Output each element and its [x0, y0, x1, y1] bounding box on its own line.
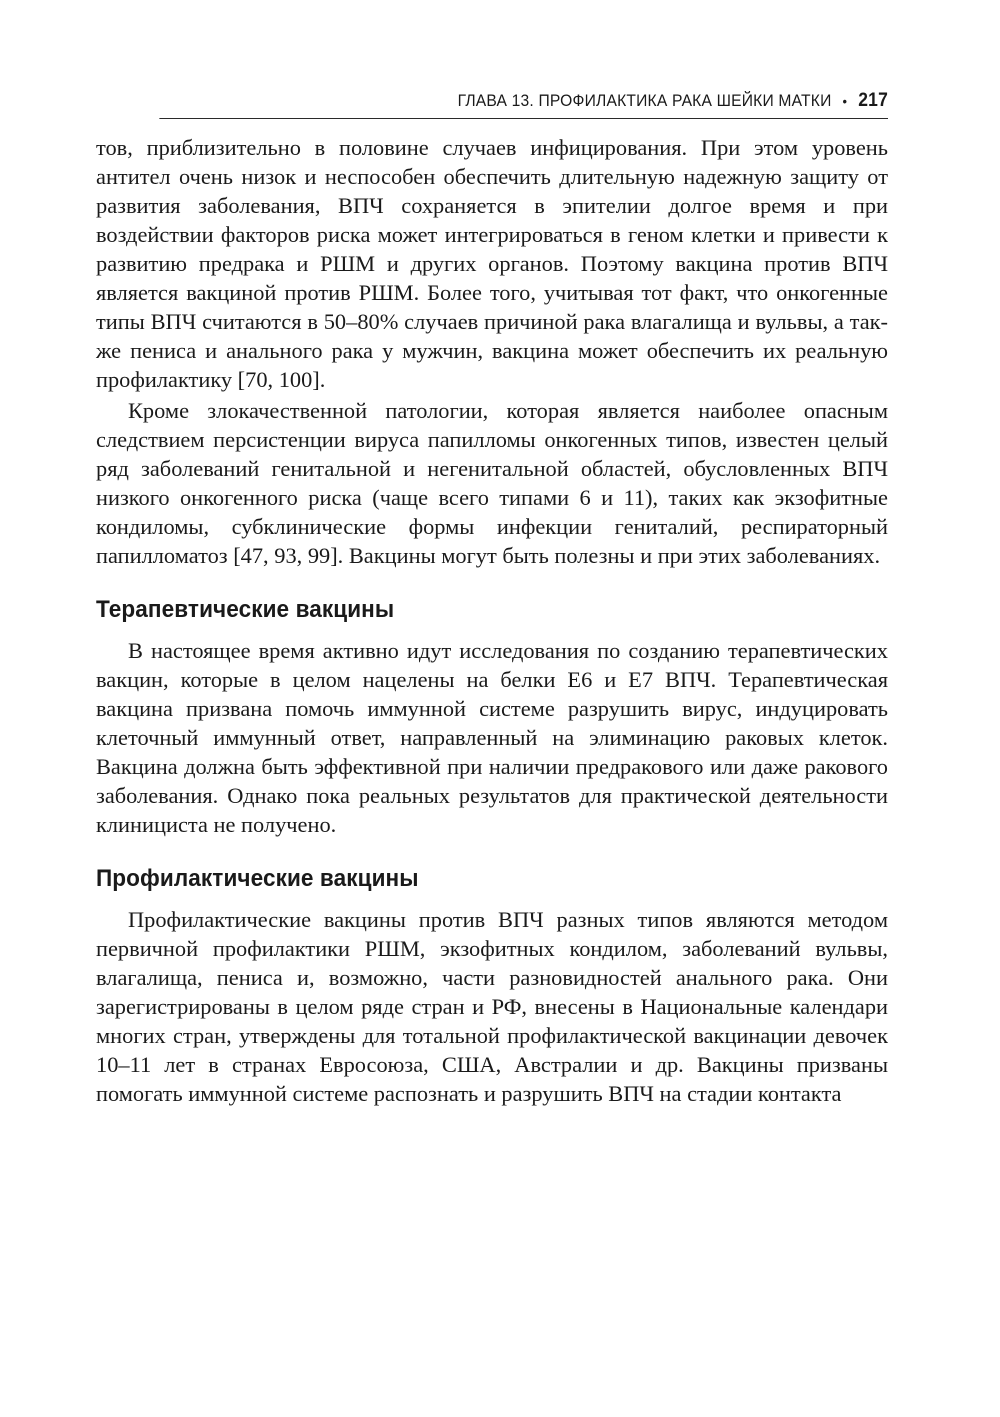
paragraph-malignant-pathology: Кроме злокачественной патологии, которая является наиболее опасным следствием персистенции вируса папилломы онкогенных типов, известен целый ряд заболеваний генитальной и негенитальной областей, обусловленных ВПЧ низкого онкогенного риска (чаще всего типами 6 и 11), таких как экзофитные кондиломы, субклинические формы инфекции гениталий, респираторный папилломатоз [47, 93, 99]. Вакцины могут быть полезны и при этих заболеваниях. [96, 398, 888, 568]
header-bullet: • [842, 93, 848, 109]
book-page [96, 90, 888, 1108]
chapter-title: ГЛАВА 13. ПРОФИЛАКТИКА РАКА ШЕЙКИ МАТКИ [457, 91, 832, 110]
paragraph-prophylactic-vaccines: Профилактические вакцины против ВПЧ разных типов являются методом первичной профилактики РШМ, экзофитных кондилом, заболеваний вульвы, влагалища, пениса и, возможно, части разновидностей анального рака. Они зарегистрированы в целом ряде стран и РФ, внесены в Национальные календари многих стран, утверждены для тотальной профилактической вакцинации девочек 10–11 лет в странах Евросоюза, США, Австралии и др. Вакцины призваны помогать иммунной системе распознать и разрушить ВПЧ на стадии контакта [96, 907, 888, 1106]
main-text [96, 133, 888, 1108]
page-number: 217 [858, 90, 888, 111]
heading-therapeutic-vaccines: Терапевтические вакцины [96, 596, 395, 623]
paragraph-therapeutic-vaccines: В настоящее время активно идут исследования по созданию терапевтических вакцин, которые в целом нацелены на белки Е6 и Е7 ВПЧ. Терапевтическая вакцина призвана помочь иммунной системе разрушить вирус, индуцировать клеточный иммунный ответ, направленный на элиминацию раковых клеток. Вакцина должна быть эффективной при наличии предракового или даже ракового заболевания. Однако пока реальных результатов для практической деятельности клинициста не получено. [96, 638, 888, 837]
paragraph-continuation: тов, приблизительно в половине случаев инфицирования. При этом уровень антител очень низок и неспособен обеспечить длительную надежную защиту от развития заболевания, ВПЧ сохраняется в эпителии долгое время и при воздействии факторов риска может интегрироваться в геном клетки и привести к развитию предрака и РШМ и других органов. Поэтому вакцина против ВПЧ является вакциной против РШМ. Более того, учитывая тот факт, что онкогенные типы ВПЧ считаются в 50–80% случаев причиной рака влагалища и вульвы, а также пениса и анального рака у мужчин, вакцина может обеспечить их реальную профилактику [70, 100]. [96, 135, 888, 392]
running-header [159, 90, 888, 119]
heading-prophylactic-vaccines: Профилактические вакцины [96, 865, 419, 892]
